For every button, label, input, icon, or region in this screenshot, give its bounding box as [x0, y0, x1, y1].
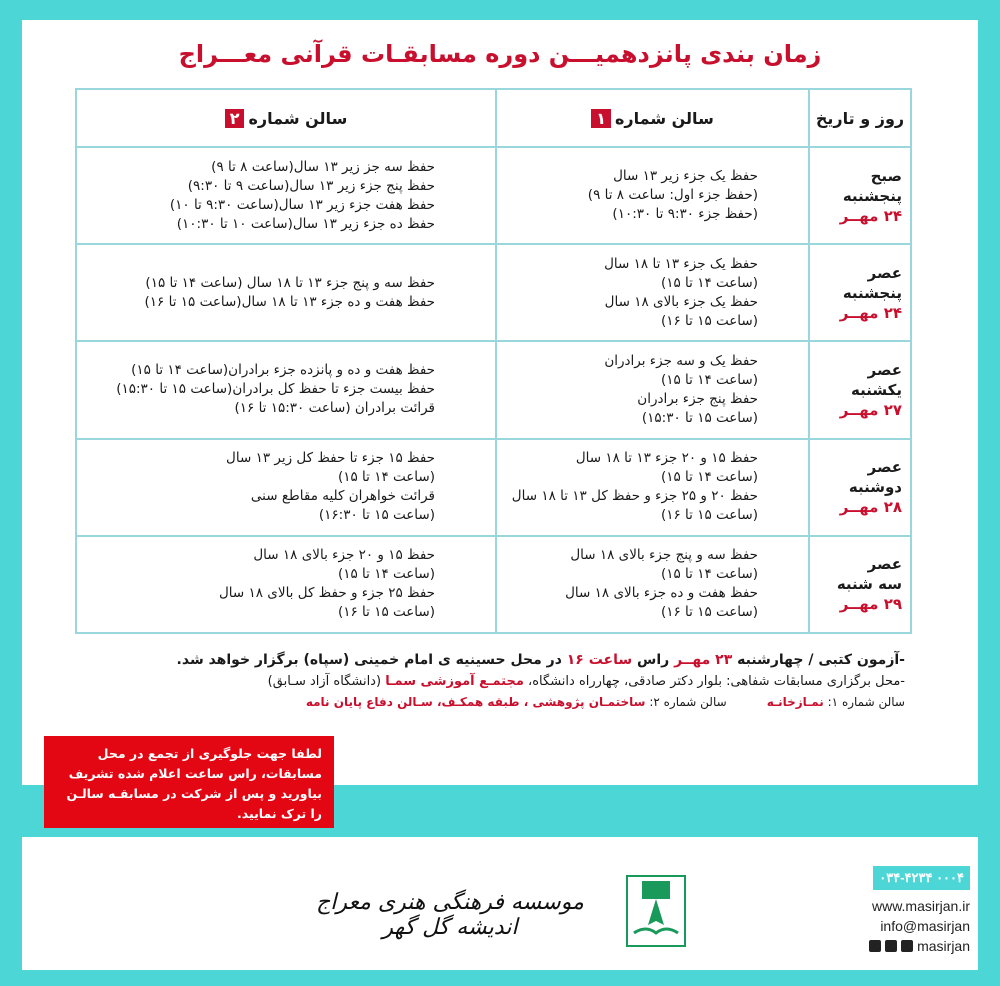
- venue-note: [95, 674, 905, 689]
- header-day: روز و تاریخ: [809, 89, 911, 147]
- day-label: صبح: [870, 166, 902, 185]
- salon2-location-label: سالن شماره ۲:: [649, 695, 727, 709]
- salon1-line: حفظ ۱۵ و ۲۰ جزء ۱۳ تا ۱۸ سال: [575, 450, 758, 467]
- twitter-icon[interactable]: [901, 940, 913, 952]
- salon2-line: حفظ پنج جزء زیر ۱۳ سال(ساعت ۹ تا ۹:۳۰): [187, 177, 435, 194]
- page-title: زمان بندی پانزدهمیـــن دوره مسابقـات قرآنی معـــراج: [178, 40, 822, 68]
- salon2-line: حفظ ده جزء زیر ۱۳ سال(ساعت ۱۰ تا ۱۰:۳۰): [176, 215, 435, 232]
- salon1-location: [767, 695, 905, 709]
- salon2-line: حفظ هفت و ده و پانزده جزء برادران(ساعت ۱۴ تا ۱۵): [131, 362, 435, 379]
- salon1-line: (ساعت ۱۴ تا ۱۵): [660, 469, 758, 486]
- day-label: عصر: [867, 360, 902, 379]
- salon1-line: (ساعت ۱۵ تا ۱۵:۳۰): [641, 409, 758, 426]
- warning-box: لطفا جهت جلوگیری از تجمع در محل مسابقات، راس ساعت اعلام شده تشریف بیاورید و پس از شرکت در مسابقـه سالـن را ترک نمایید.: [44, 736, 334, 828]
- salon2-line: قرائت خواهران کلیه مقاطع سنی: [250, 488, 435, 505]
- table-row: [76, 439, 911, 536]
- header-salon1-label: سالن شماره: [614, 108, 714, 128]
- social-row: [830, 936, 970, 956]
- exam-date: ۲۳ مهــر: [674, 652, 733, 668]
- day-cell: [809, 439, 911, 536]
- salon1-line: حفظ یک جزء بالای ۱۸ سال: [604, 293, 758, 310]
- salon1-line: (ساعت ۱۴ تا ۱۵): [660, 274, 758, 291]
- salon2-line: قرائت برادران (ساعت ۱۵:۳۰ تا ۱۶): [234, 400, 435, 417]
- day-label: عصر: [867, 458, 902, 477]
- salon-locations: [95, 695, 905, 709]
- email-link[interactable]: info@masirjan: [880, 918, 970, 934]
- salon2-line: (ساعت ۱۵ تا ۱۶:۳۰): [318, 507, 435, 524]
- day-label: دوشنبه: [848, 478, 902, 497]
- day-label: عصر: [867, 263, 902, 282]
- org-logo: [626, 875, 686, 947]
- date-label: ۲۷ مهــر: [839, 400, 902, 419]
- salon2-cell: [76, 536, 496, 633]
- exam-note-a: -آزمون کتبی / چهارشنبه: [737, 652, 905, 668]
- salon1-line: حفظ پنج جزء برادران: [637, 390, 758, 407]
- notes-section: [95, 652, 905, 715]
- day-cell: [809, 536, 911, 633]
- contact-info: [830, 866, 970, 956]
- day-label: پنجشنبه: [842, 283, 902, 302]
- exam-note: [95, 652, 905, 668]
- salon1-location-value: نمـازخانـه: [766, 695, 824, 709]
- salon2-line: حفظ سه جز زیر ۱۳ سال(ساعت ۸ تا ۹): [211, 158, 435, 175]
- salon1-line: (ساعت ۱۵ تا ۱۶): [660, 312, 758, 329]
- salon1-line: حفظ ۲۰ و ۲۵ جزء و حفظ کل ۱۳ تا ۱۸ سال: [511, 488, 758, 505]
- salon1-line: (ساعت ۱۴ تا ۱۵): [660, 566, 758, 583]
- salon1-line: (حفظ جزء اول: ساعت ۸ تا ۹): [587, 187, 758, 204]
- salon1-line: حفظ یک و سه جزء برادران: [604, 352, 758, 369]
- header-salon2-number: ۲: [225, 109, 245, 128]
- salon1-cell: [496, 147, 809, 244]
- salon1-line: (ساعت ۱۵ تا ۱۶): [660, 604, 758, 621]
- day-cell: [809, 341, 911, 438]
- salon2-line: حفظ سه و پنج جزء ۱۳ تا ۱۸ سال (ساعت ۱۴ تا ۱۵): [145, 274, 435, 291]
- header-salon2-label: سالن شماره: [248, 108, 348, 128]
- date-label: ۲۴ مهــر: [839, 206, 902, 225]
- table-row: [76, 341, 911, 438]
- instagram-icon[interactable]: [869, 940, 881, 952]
- salon2-line: حفظ ۱۵ جزء تا حفظ کل زیر ۱۳ سال: [226, 450, 435, 467]
- date-label: ۲۹ مهــر: [839, 595, 902, 614]
- day-label: سه شنبه: [836, 575, 902, 594]
- salon1-line: (حفظ جزء ۹:۳۰ تا ۱۰:۳۰): [612, 206, 758, 223]
- telegram-icon[interactable]: [885, 940, 897, 952]
- salon1-line: حفظ هفت و ده جزء بالای ۱۸ سال: [565, 585, 758, 602]
- salon1-line: حفظ یک جزء زیر ۱۳ سال: [613, 168, 758, 185]
- day-cell: [809, 147, 911, 244]
- date-label: ۲۴ مهــر: [839, 303, 902, 322]
- salon2-cell: [76, 147, 496, 244]
- salon2-cell: [76, 341, 496, 438]
- salon1-line: حفظ یک جزء ۱۳ تا ۱۸ سال: [604, 255, 758, 272]
- exam-note-c: در محل حسینیه ی امام خمینی (سپاه) برگزار خواهد شد.: [176, 652, 562, 668]
- salon2-line: (ساعت ۱۵ تا ۱۶): [337, 604, 435, 621]
- salon1-cell: [496, 439, 809, 536]
- day-label: پنجشنبه: [842, 186, 902, 205]
- website-link[interactable]: www.masirjan.ir: [871, 898, 970, 914]
- phone-number: ۰۳۴-۴۲۳۴ ۰۰۰۴: [873, 866, 970, 890]
- venue-note-b: (دانشگاه آزاد سـابق): [267, 674, 382, 689]
- salon2-line: حفظ بیست جزء تا حفظ کل برادران(ساعت ۱۵ تا ۱۵:۳۰): [116, 381, 435, 398]
- exam-time: ساعت ۱۶: [566, 652, 633, 668]
- venue-name: مجتمـع آموزشی سمـا: [385, 674, 524, 689]
- day-label: یکشنبه: [851, 380, 902, 399]
- salon2-line: حفظ هفت جزء زیر ۱۳ سال(ساعت ۹:۳۰ تا ۱۰): [169, 196, 435, 213]
- salon1-location-label: سالن شماره ۱:: [827, 695, 905, 709]
- salon2-line: حفظ ۱۵ و ۲۰ جزء بالای ۱۸ سال: [253, 547, 435, 564]
- header-salon2: [76, 89, 496, 147]
- salon2-location: [306, 695, 727, 709]
- day-cell: [809, 244, 911, 341]
- salon2-location-value: ساختمـان پژوهشی ، طبقه همکـف، سـالن دفاع پایان نامه: [305, 695, 646, 709]
- salon2-line: حفظ ۲۵ جزء و حفظ کل بالای ۱۸ سال: [218, 585, 435, 602]
- salon2-line: (ساعت ۱۴ تا ۱۵): [337, 566, 435, 583]
- salon2-line: حفظ هفت و ده جزء ۱۳ تا ۱۸ سال(ساعت ۱۵ تا ۱۶): [144, 293, 435, 310]
- table-header-row: [76, 89, 911, 147]
- table-row: [76, 536, 911, 633]
- salon1-cell: [496, 536, 809, 633]
- header-salon1-number: ۱: [591, 109, 611, 128]
- salon1-cell: [496, 341, 809, 438]
- salon1-cell: [496, 244, 809, 341]
- venue-note-a: -محل برگزاری مسابقات شفاهی: بلوار دکتر صادقی، چهارراه دانشگاه،: [528, 674, 905, 689]
- org-name: موسسه فرهنگی هنری معراج اندیشه گل گهر: [316, 890, 584, 940]
- schedule-table: [75, 88, 912, 634]
- salon1-line: (ساعت ۱۴ تا ۱۵): [660, 371, 758, 388]
- header-salon1: [496, 89, 809, 147]
- salon1-line: (ساعت ۱۵ تا ۱۶): [660, 507, 758, 524]
- salon2-line: (ساعت ۱۴ تا ۱۵): [337, 469, 435, 486]
- date-label: ۲۸ مهــر: [839, 498, 902, 517]
- salon2-cell: [76, 244, 496, 341]
- table-row: [76, 244, 911, 341]
- day-label: عصر: [867, 555, 902, 574]
- exam-note-b: راس: [637, 652, 670, 668]
- social-handle[interactable]: masirjan: [917, 938, 970, 954]
- salon2-cell: [76, 439, 496, 536]
- table-row: [76, 147, 911, 244]
- salon1-line: حفظ سه و پنج جزء بالای ۱۸ سال: [570, 547, 758, 564]
